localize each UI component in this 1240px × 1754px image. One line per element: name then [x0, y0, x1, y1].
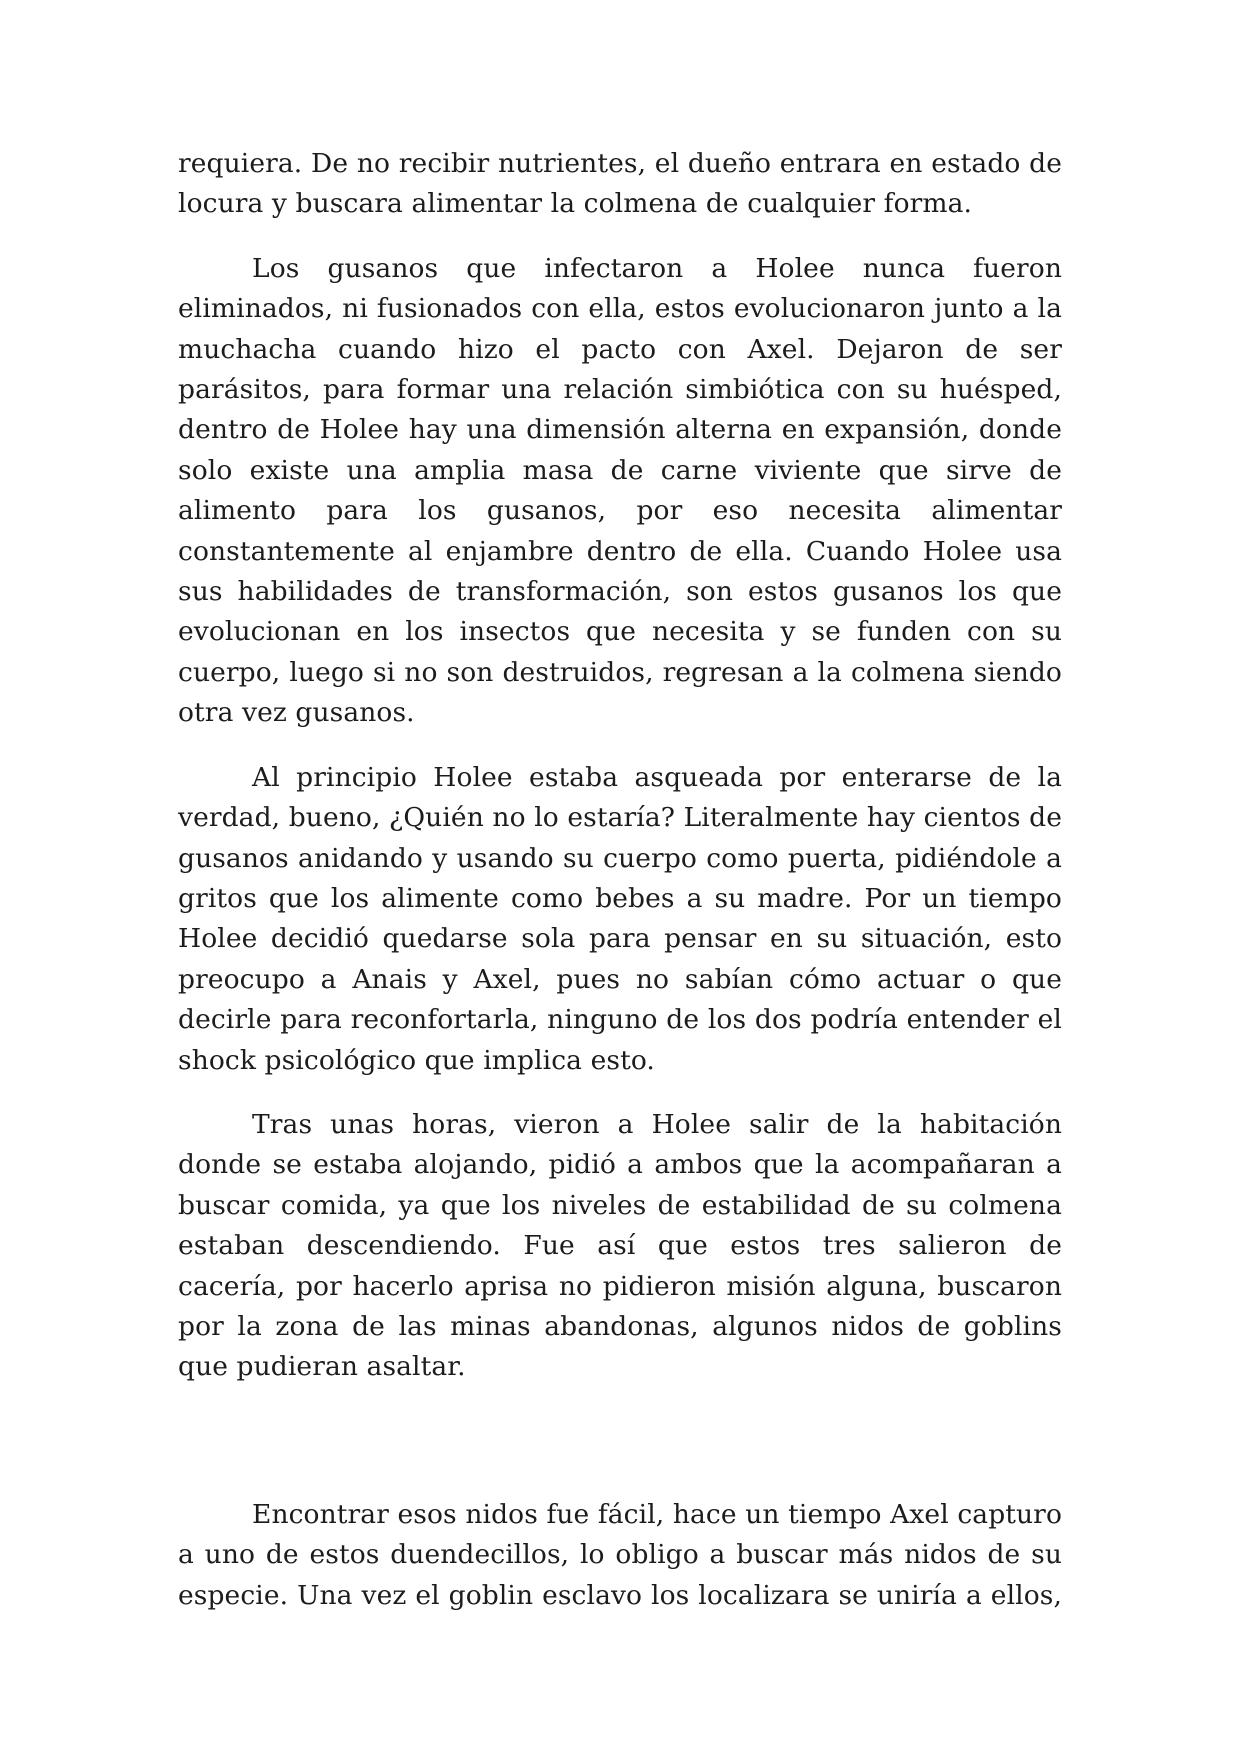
paragraph-3: Al principio Holee estaba asqueada por enterarse de la verdad, bueno, ¿Quién no lo estaría? Literalmente hay cientos de gusanos anidando y usando su cuerpo como puerta, pidiéndole a gritos que los alimente como bebes a su madre. Por un tiempo Holee decidió quedarse sola para pensar en su situación, esto preocupo a Anais y Axel, pues no sabían cómo actuar o que decirle para reconfortarla, ninguno de los dos podría entender el shock psicológico que implica esto. [178, 761, 1062, 1076]
paragraph-1: requiera. De no recibir nutrientes, el dueño entrara en estado de locura y buscara alimentar la colmena de cualquier forma. [178, 148, 1062, 220]
section-gap [178, 1388, 1062, 1495]
document-page [178, 144, 1062, 1640]
paragraph-5: Encontrar esos nidos fue fácil, hace un tiempo Axel capturo a uno de estos duendecillos, lo obligo a buscar más nidos de su especie. Una vez el goblin esclavo los localizara se uniría a ellos, [178, 1498, 1062, 1611]
paragraph-4: Tras unas horas, vieron a Holee salir de la habitación donde se estaba alojando, pidió a ambos que la acompañaran a buscar comida, ya que los niveles de estabilidad de su colmena estaban descendiendo. Fue así que estos tres salieron de cacería, por hacerlo aprisa no pidieron misión alguna, buscaron por la zona de las minas abandonas, algunos nidos de goblins que pudieran asaltar. [178, 1108, 1062, 1383]
paragraph-2: Los gusanos que infectaron a Holee nunca fueron eliminados, ni fusionados con ella, estos evolucionaron junto a la muchacha cuando hizo el pacto con Axel. Dejaron de ser parásitos, para formar una relación simbiótica con su huésped, dentro de Holee hay una dimensión alterna en expansión, donde solo existe una amplia masa de carne viviente que sirve de alimento para los gusanos, por eso necesita alimentar constantemente al enjambre dentro de ella. Cuando Holee usa sus habilidades de transformación, son estos gusanos los que evolucionan en los insectos que necesita y se funden con su cuerpo, luego si no son destruidos, regresan a la colmena siendo otra vez gusanos. [178, 252, 1062, 729]
